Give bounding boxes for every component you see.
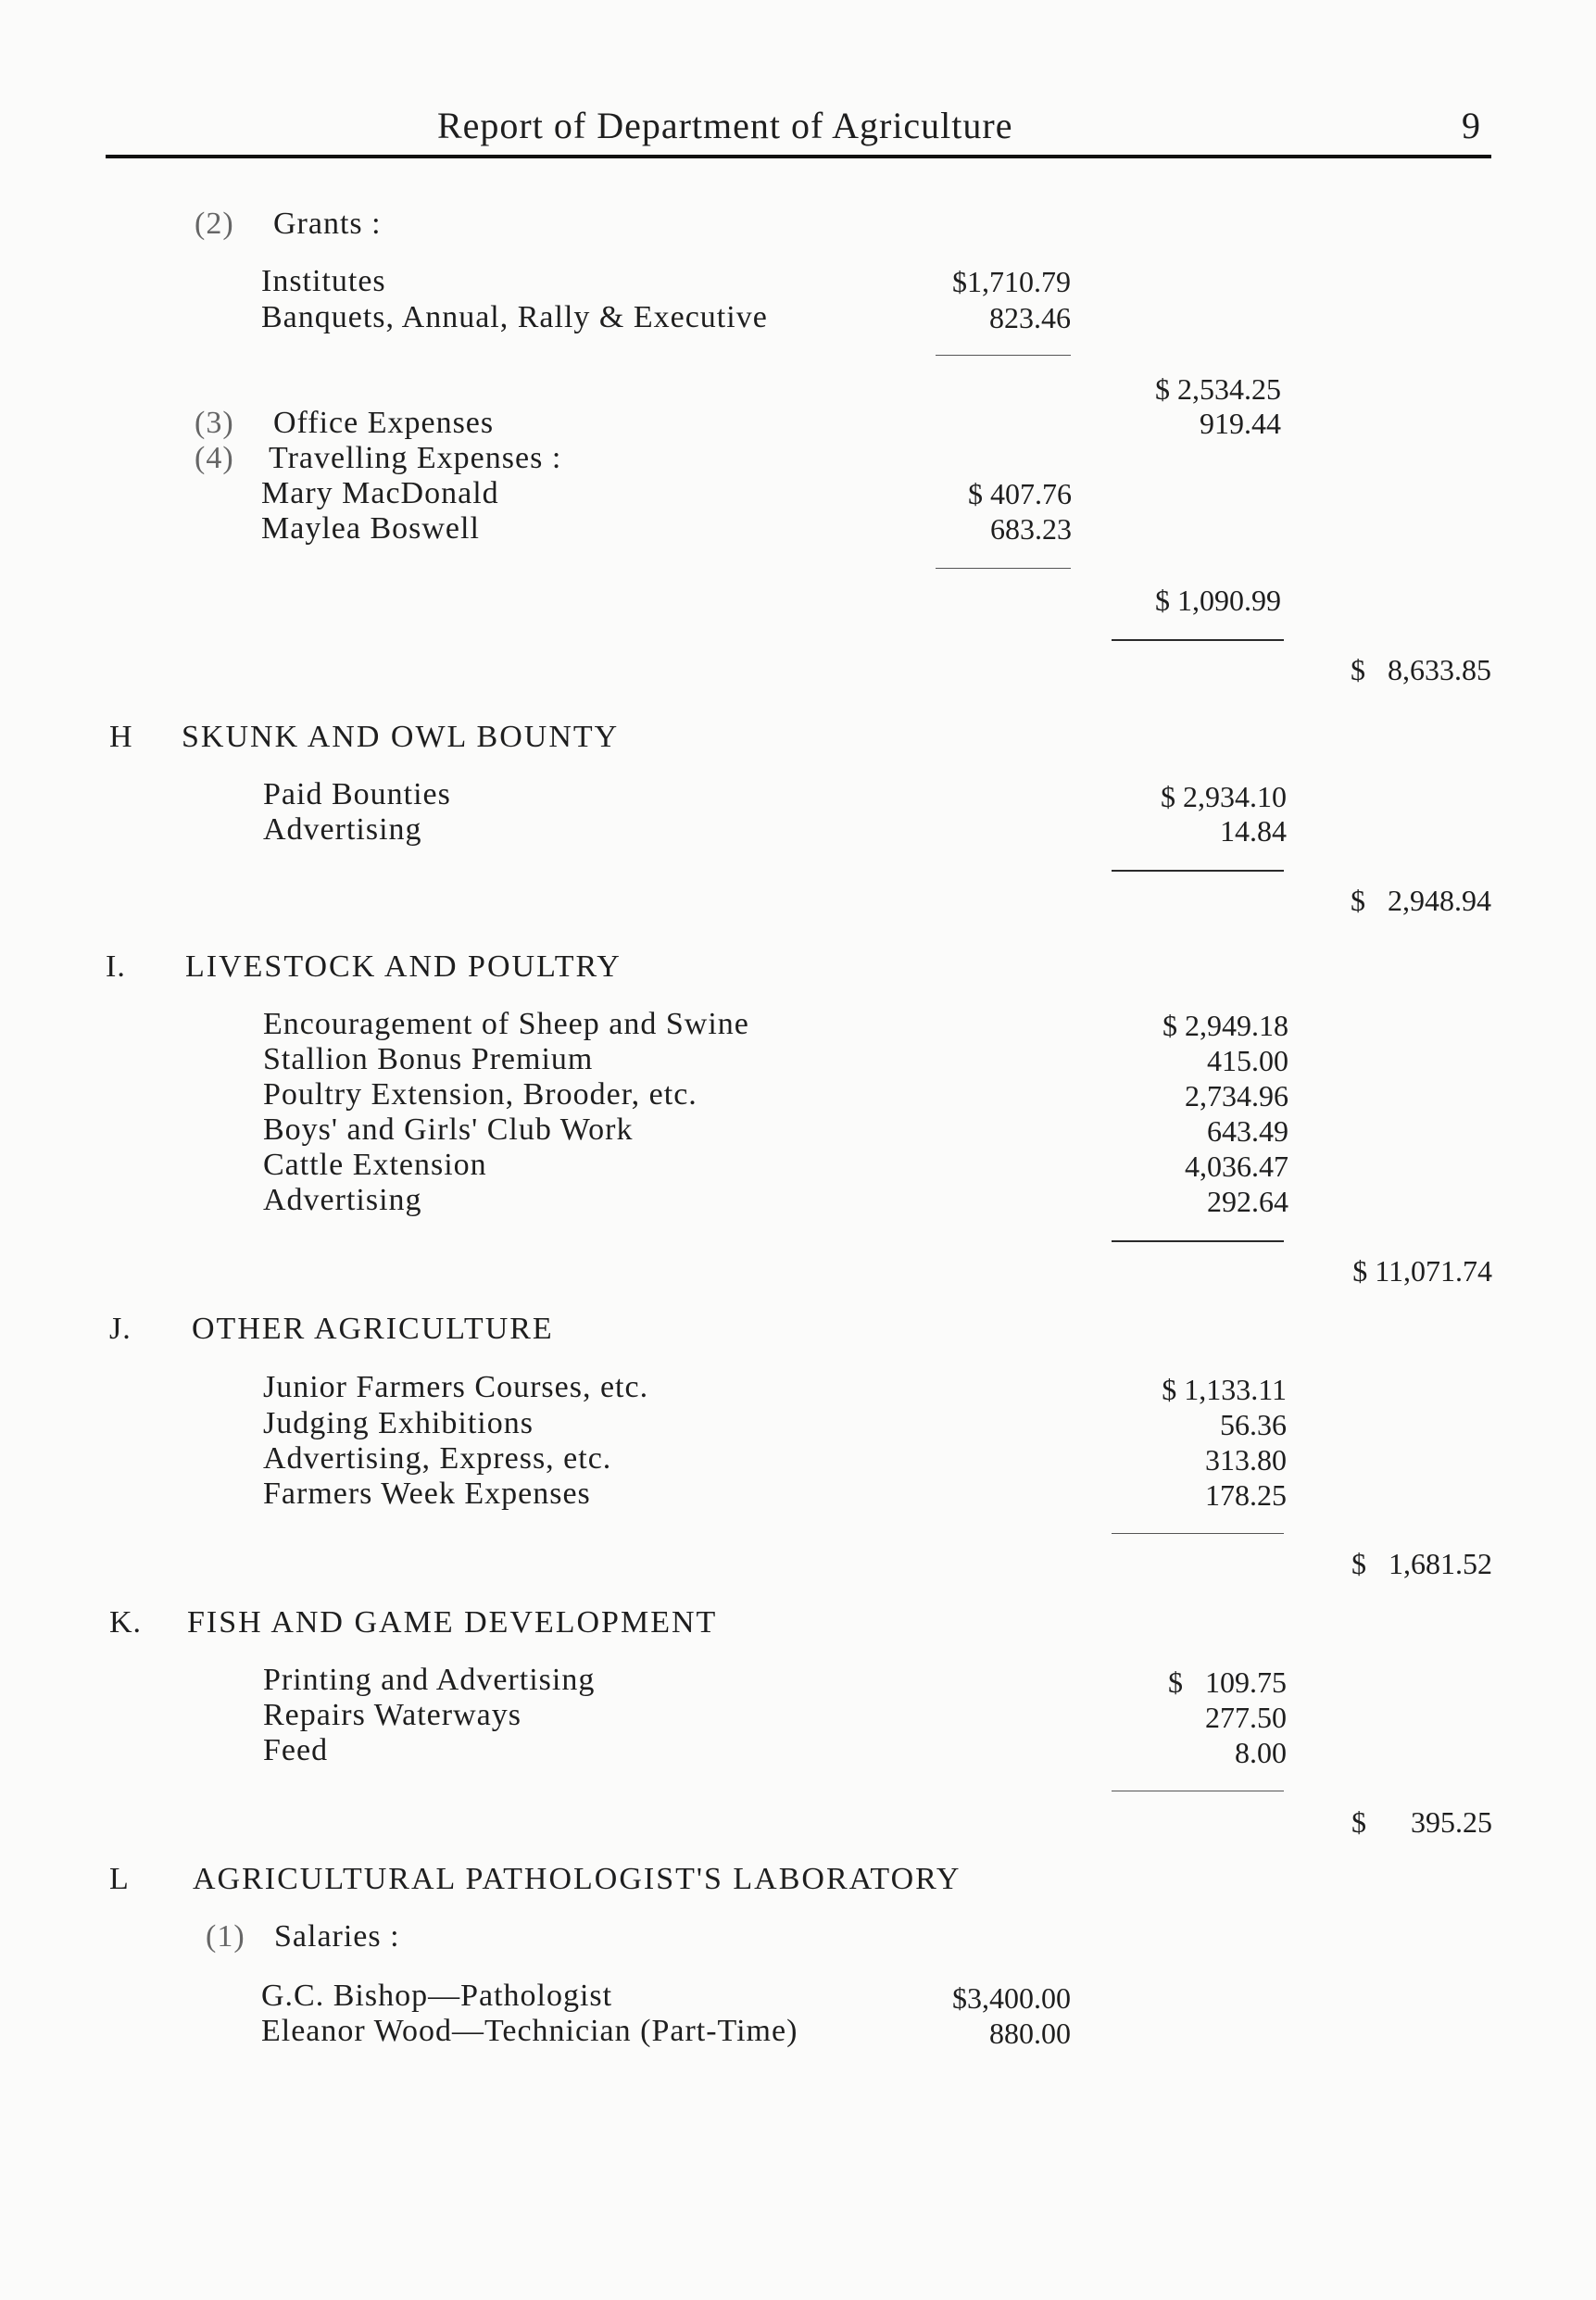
section-i-item-amount: $ 2,949.18	[1162, 1009, 1288, 1042]
section-j-item-label: Farmers Week Expenses	[263, 1477, 591, 1511]
section-i-item-label: Encouragement of Sheep and Swine	[263, 1007, 749, 1041]
travel-subtotal: $ 1,090.99	[1155, 584, 1281, 617]
section-h-total: $ 2,948.94	[1351, 884, 1491, 917]
grants-marker: (2)	[195, 207, 234, 241]
grants-subtotal: $ 2,534.25	[1155, 372, 1281, 406]
section-i-item-amount: 292.64	[1207, 1185, 1288, 1218]
travel-rule	[936, 568, 1071, 569]
section-h-rule	[1112, 870, 1284, 872]
section-k-item-label: Printing and Advertising	[263, 1663, 596, 1697]
section-k-item-label: Repairs Waterways	[263, 1698, 522, 1732]
section-j-letter: J.	[109, 1312, 132, 1346]
grants-item-label: Banquets, Annual, Rally & Executive	[261, 300, 768, 334]
section-i-rule	[1112, 1240, 1284, 1242]
section-i-total: $ 11,071.74	[1352, 1254, 1492, 1288]
travel-item-amount: $ 407.76	[968, 477, 1072, 510]
grants-rule	[936, 355, 1071, 356]
section-k-item-amount: 277.50	[1205, 1701, 1287, 1734]
salaries-marker: (1)	[206, 1919, 245, 1954]
salary-item-amount: 880.00	[989, 2017, 1071, 2050]
section-j-item-label: Junior Farmers Courses, etc.	[263, 1370, 649, 1404]
section-k-item-amount: 8.00	[1235, 1736, 1287, 1769]
travel-subtotal-rule	[1112, 639, 1284, 641]
salary-item-label: G.C. Bishop—Pathologist	[261, 1979, 613, 2013]
office-amount: 919.44	[1200, 407, 1281, 440]
section-i-item-label: Advertising	[263, 1183, 422, 1217]
section-h-letter: H	[109, 720, 133, 754]
section-i-letter: I.	[106, 949, 126, 984]
travel-label: Travelling Expenses :	[269, 441, 562, 475]
section-i-item-amount: 4,036.47	[1185, 1150, 1288, 1183]
section-h-item-label: Advertising	[263, 812, 422, 847]
grants-item-amount: 823.46	[989, 301, 1071, 334]
section-k-letter: K.	[109, 1605, 143, 1640]
section-j-item-label: Advertising, Express, etc.	[263, 1441, 612, 1476]
section-i-item-amount: 2,734.96	[1185, 1079, 1288, 1112]
travel-item-label: Mary MacDonald	[261, 476, 499, 510]
section-j-item-label: Judging Exhibitions	[263, 1406, 534, 1440]
section-i-item-amount: 415.00	[1207, 1044, 1288, 1077]
section-i-item-label: Boys' and Girls' Club Work	[263, 1112, 634, 1147]
salary-item-amount: $3,400.00	[952, 1981, 1071, 2015]
section-i-item-label: Cattle Extension	[263, 1148, 487, 1182]
section-i-item-amount: 643.49	[1207, 1114, 1288, 1148]
grants-label: Grants :	[273, 207, 382, 241]
section-g-total: $ 8,633.85	[1351, 653, 1491, 686]
office-label: Office Expenses	[273, 406, 495, 440]
section-i-item-label: Poultry Extension, Brooder, etc.	[263, 1077, 697, 1112]
section-j-item-amount: $ 1,133.11	[1162, 1373, 1287, 1406]
section-h-title: SKUNK AND OWL BOUNTY	[182, 720, 620, 754]
section-k-item-label: Feed	[263, 1733, 329, 1767]
section-h-item-label: Paid Bounties	[263, 777, 451, 811]
page-number: 9	[1462, 105, 1481, 146]
grants-item-label: Institutes	[261, 264, 386, 298]
section-i-title: LIVESTOCK AND POULTRY	[185, 949, 622, 984]
section-k-item-amount: $ 109.75	[1168, 1665, 1287, 1699]
section-l-title: AGRICULTURAL PATHOLOGIST'S LABORATORY	[193, 1862, 961, 1896]
page-title: Report of Department of Agriculture	[437, 105, 1013, 146]
section-k-title: FISH AND GAME DEVELOPMENT	[187, 1605, 718, 1640]
section-j-item-amount: 313.80	[1205, 1443, 1287, 1477]
section-j-title: OTHER AGRICULTURE	[192, 1312, 554, 1346]
section-l-letter: L	[109, 1862, 130, 1896]
section-j-rule	[1112, 1533, 1284, 1534]
section-h-item-amount: 14.84	[1220, 814, 1287, 848]
section-j-item-amount: 56.36	[1220, 1408, 1287, 1441]
section-k-total: $ 395.25	[1351, 1805, 1492, 1839]
travel-item-label: Maylea Boswell	[261, 511, 480, 546]
salaries-label: Salaries :	[274, 1919, 400, 1954]
section-j-item-amount: 178.25	[1205, 1478, 1287, 1512]
section-h-item-amount: $ 2,934.10	[1161, 780, 1287, 813]
travel-item-amount: 683.23	[990, 512, 1072, 546]
section-j-total: $ 1,681.52	[1351, 1547, 1492, 1580]
section-i-item-label: Stallion Bonus Premium	[263, 1042, 594, 1076]
travel-marker: (4)	[195, 441, 234, 475]
header-rule	[106, 155, 1491, 158]
grants-item-amount: $1,710.79	[952, 265, 1071, 298]
office-marker: (3)	[195, 406, 234, 440]
salary-item-label: Eleanor Wood—Technician (Part-Time)	[261, 2014, 798, 2048]
